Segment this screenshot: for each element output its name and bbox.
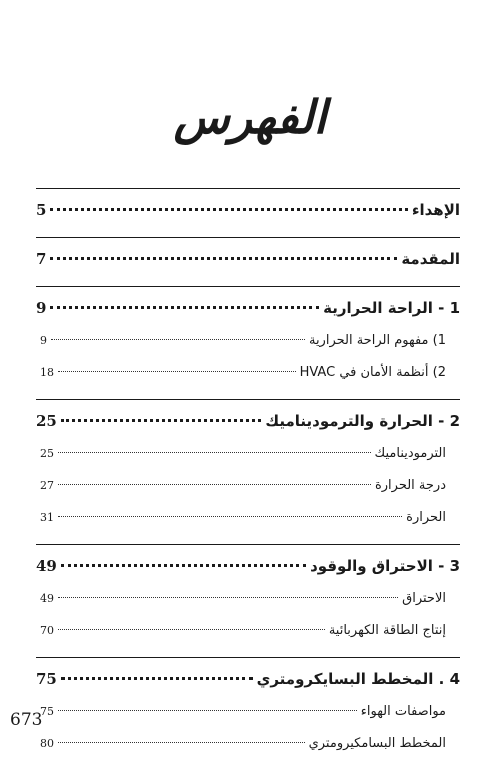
section-divider [36,237,460,238]
toc-subentry[interactable] [36,446,460,478]
section-divider [36,544,460,545]
toc-subentry[interactable] [36,365,460,397]
section-divider [36,286,460,287]
dot-leader [58,597,398,598]
toc-subentry[interactable] [36,704,460,736]
toc-page-number: 25 [36,412,57,430]
toc-chapter-3[interactable] [36,557,460,591]
dot-leader [61,564,306,567]
dot-leader [58,629,325,630]
dot-leader [58,371,296,372]
toc-subentry-title: 2) أنظمة الأمان في HVAC [299,365,446,380]
toc-page-number: 9 [40,334,47,347]
toc-entry-dedication[interactable] [36,201,460,235]
dot-leader [61,677,253,680]
toc-page-number: 80 [40,737,54,750]
toc-subentry-title: مواصفات الهواء [360,704,446,719]
dot-leader [50,306,319,309]
page-title: الفهرس [173,90,327,144]
toc-subentry-title: درجة الحرارة [374,478,446,493]
toc-subentry-title: إنتاج الطاقة الكهربائية [328,623,446,638]
toc-subentry-title: الاحتراق [402,591,446,606]
toc-page-number: 18 [40,366,54,379]
toc-subentry[interactable] [36,510,460,542]
section-divider [36,188,460,189]
section-divider [36,657,460,658]
dot-leader [58,484,371,485]
toc-subentry-title: المخطط البسامكيرومتري [308,736,446,751]
toc-page-number: 7 [36,250,47,268]
toc-subentry-title: الحرارة [406,510,446,525]
dot-leader [58,742,305,743]
toc-subentry[interactable] [36,478,460,510]
toc-entry-introduction[interactable] [36,250,460,284]
toc-subentry-title: الترموديناميك [374,446,446,461]
toc-page-number: 70 [40,624,54,637]
toc-entry-title: 4 . المخطط البسايكرومتري [256,670,460,688]
toc-subentry[interactable] [36,736,460,768]
toc-subentry[interactable] [36,623,460,655]
toc-page-number: 9 [36,299,47,317]
toc-chapter-1[interactable] [36,299,460,333]
dot-leader [51,339,305,340]
toc-chapter-4[interactable] [36,670,460,704]
toc-entry-title: الإهداء [411,201,460,219]
section-divider [36,399,460,400]
dot-leader [58,452,371,453]
dot-leader [58,710,357,711]
toc-entry-title: المقدمة [401,250,460,268]
toc-page-number: 25 [40,447,54,460]
table-of-contents [36,188,460,768]
dot-leader [50,208,407,211]
page-number: 673 [10,710,43,730]
toc-page-number: 27 [40,479,54,492]
toc-chapter-2[interactable] [36,412,460,446]
toc-page-number: 5 [36,201,47,219]
toc-subentry[interactable] [36,333,460,365]
dot-leader [58,516,402,517]
dot-leader [61,419,262,422]
toc-entry-title: 1 - الراحة الحرارية [323,299,460,317]
toc-page-number: 75 [40,705,54,718]
toc-page-number: 49 [40,592,54,605]
toc-page-number: 49 [36,557,57,575]
toc-entry-title: 3 - الاحتراق والوقود [310,557,460,575]
toc-entry-title: 2 - الحرارة والترموديناميك [265,412,460,430]
dot-leader [50,257,397,260]
toc-page-number: 31 [40,511,54,524]
toc-subentry-title: 1) مفهوم الراحة الحرارية [308,333,446,348]
toc-subentry[interactable] [36,591,460,623]
toc-page-number: 75 [36,670,57,688]
